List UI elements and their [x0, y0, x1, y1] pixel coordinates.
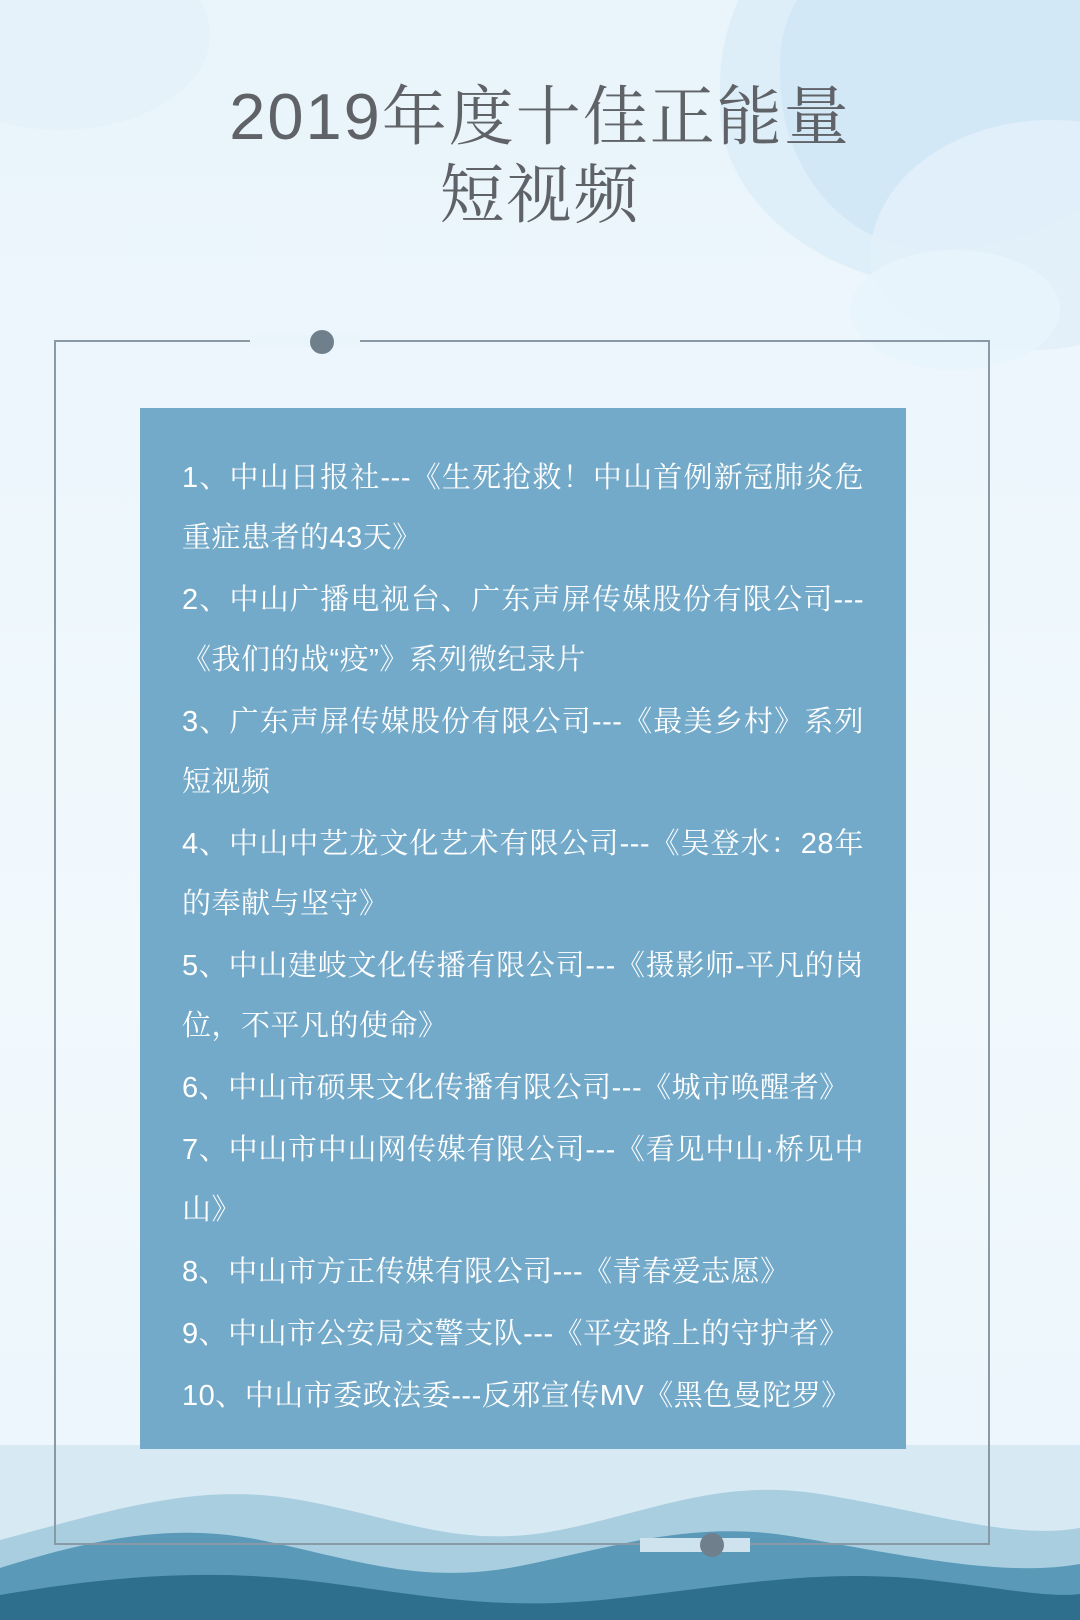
title-line-1: 2019年度十佳正能量	[229, 80, 851, 153]
frame-gap-top	[250, 335, 360, 347]
list-item: 5、中山建岐文化传播有限公司---《摄影师-平凡的岗位，不平凡的使命》	[182, 950, 864, 1042]
list-item: 1、中山日报社---《生死抢救！中山首例新冠肺炎危重症患者的43天》	[182, 462, 864, 554]
list-item: 4、中山中艺龙文化艺术有限公司---《吴登水：28年的奉献与坚守》	[182, 828, 864, 920]
list-item: 10、中山市委政法委---反邪宣传MV《黑色曼陀罗》	[182, 1380, 851, 1412]
list-item: 2、中山广播电视台、广东声屏传媒股份有限公司---《我们的战“疫”》系列微纪录片	[182, 584, 864, 676]
list-item: 8、中山市方正传媒有限公司---《青春爱志愿》	[182, 1256, 790, 1288]
frame-dot-bottom-icon	[700, 1533, 724, 1557]
list-item: 7、中山市中山网传媒有限公司---《看见中山·桥见中山》	[182, 1134, 864, 1226]
title-line-2: 短视频	[439, 158, 641, 231]
award-list-card	[140, 408, 906, 1449]
list-item: 9、中山市公安局交警支队---《平安路上的守护者》	[182, 1318, 849, 1350]
award-list	[182, 448, 864, 1426]
list-item: 6、中山市硕果文化传播有限公司---《城市唤醒者》	[182, 1072, 849, 1104]
list-item: 3、广东声屏传媒股份有限公司---《最美乡村》系列短视频	[182, 706, 864, 798]
frame-gap-bottom	[640, 1538, 750, 1552]
page-title	[0, 78, 1080, 234]
frame-dot-top-icon	[310, 330, 334, 354]
